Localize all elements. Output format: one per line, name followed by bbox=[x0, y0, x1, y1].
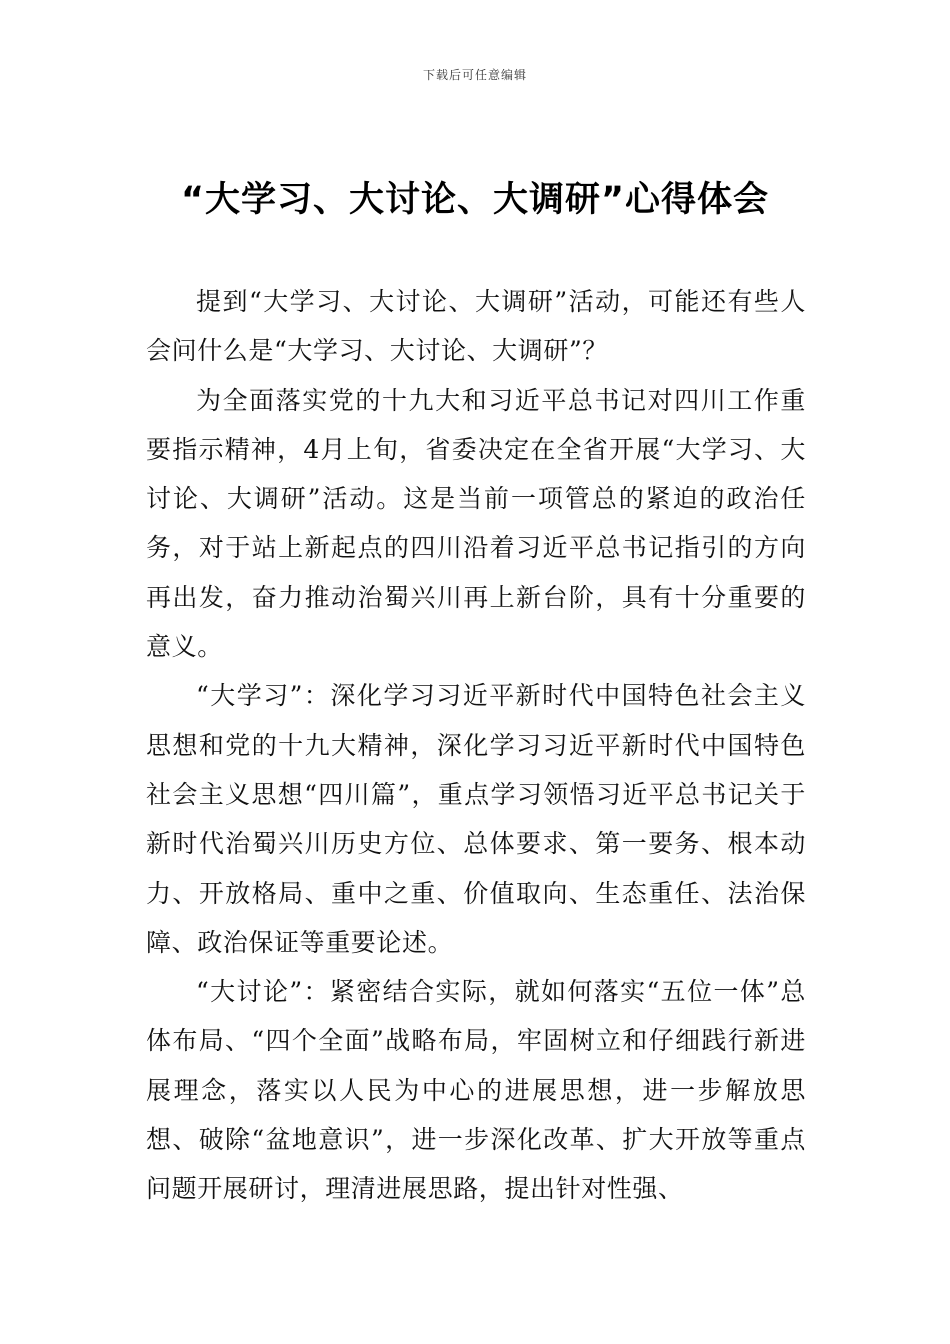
document-title: “大学习、大讨论、大调研”心得体会 bbox=[180, 180, 769, 220]
header-note: 下载后可任意编辑 bbox=[422, 68, 527, 82]
paragraph-intro: 提到“大学习、大讨论、大调研”活动，可能还有些人会问什么是“大学习、大讨论、大调研”？ bbox=[146, 287, 806, 366]
paragraph-background: 为全面落实党的十九大和习近平总书记对四川工作重要指示精神，4月上旬，省委决定在全省开展“大学习、大讨论、大调研”活动。这是当前一项管总的紧迫的政治任务，对于站上新起点的四川沿着习近平总书记指引的方向再出发，奋力推动治蜀兴川再上新台阶，具有十分重要的意义。 bbox=[146, 385, 806, 662]
paragraph-big-study: “大学习”：深化学习习近平新时代中国特色社会主义思想和党的十九大精神，深化学习习近平新时代中国特色社会主义思想“四川篇”，重点学习领悟习近平总书记关于新时代治蜀兴川历史方位、总体要求、第一要务、根本动力、开放格局、重中之重、价值取向、生态重任、法治保障、政治保证等重要论述。 bbox=[146, 681, 806, 957]
paragraph-big-discussion: “大讨论”：紧密结合实际，就如何落实“五位一体”总体布局、“四个全面”战略布局，牢固树立和仔细践行新进展理念，落实以人民为中心的进展思想，进一步解放思想、破除“盆地意识”，进一步深化改革、扩大开放等重点问题开展研讨，理清进展思路，提出针对性强、 bbox=[146, 977, 806, 1204]
document-body bbox=[146, 277, 806, 1214]
